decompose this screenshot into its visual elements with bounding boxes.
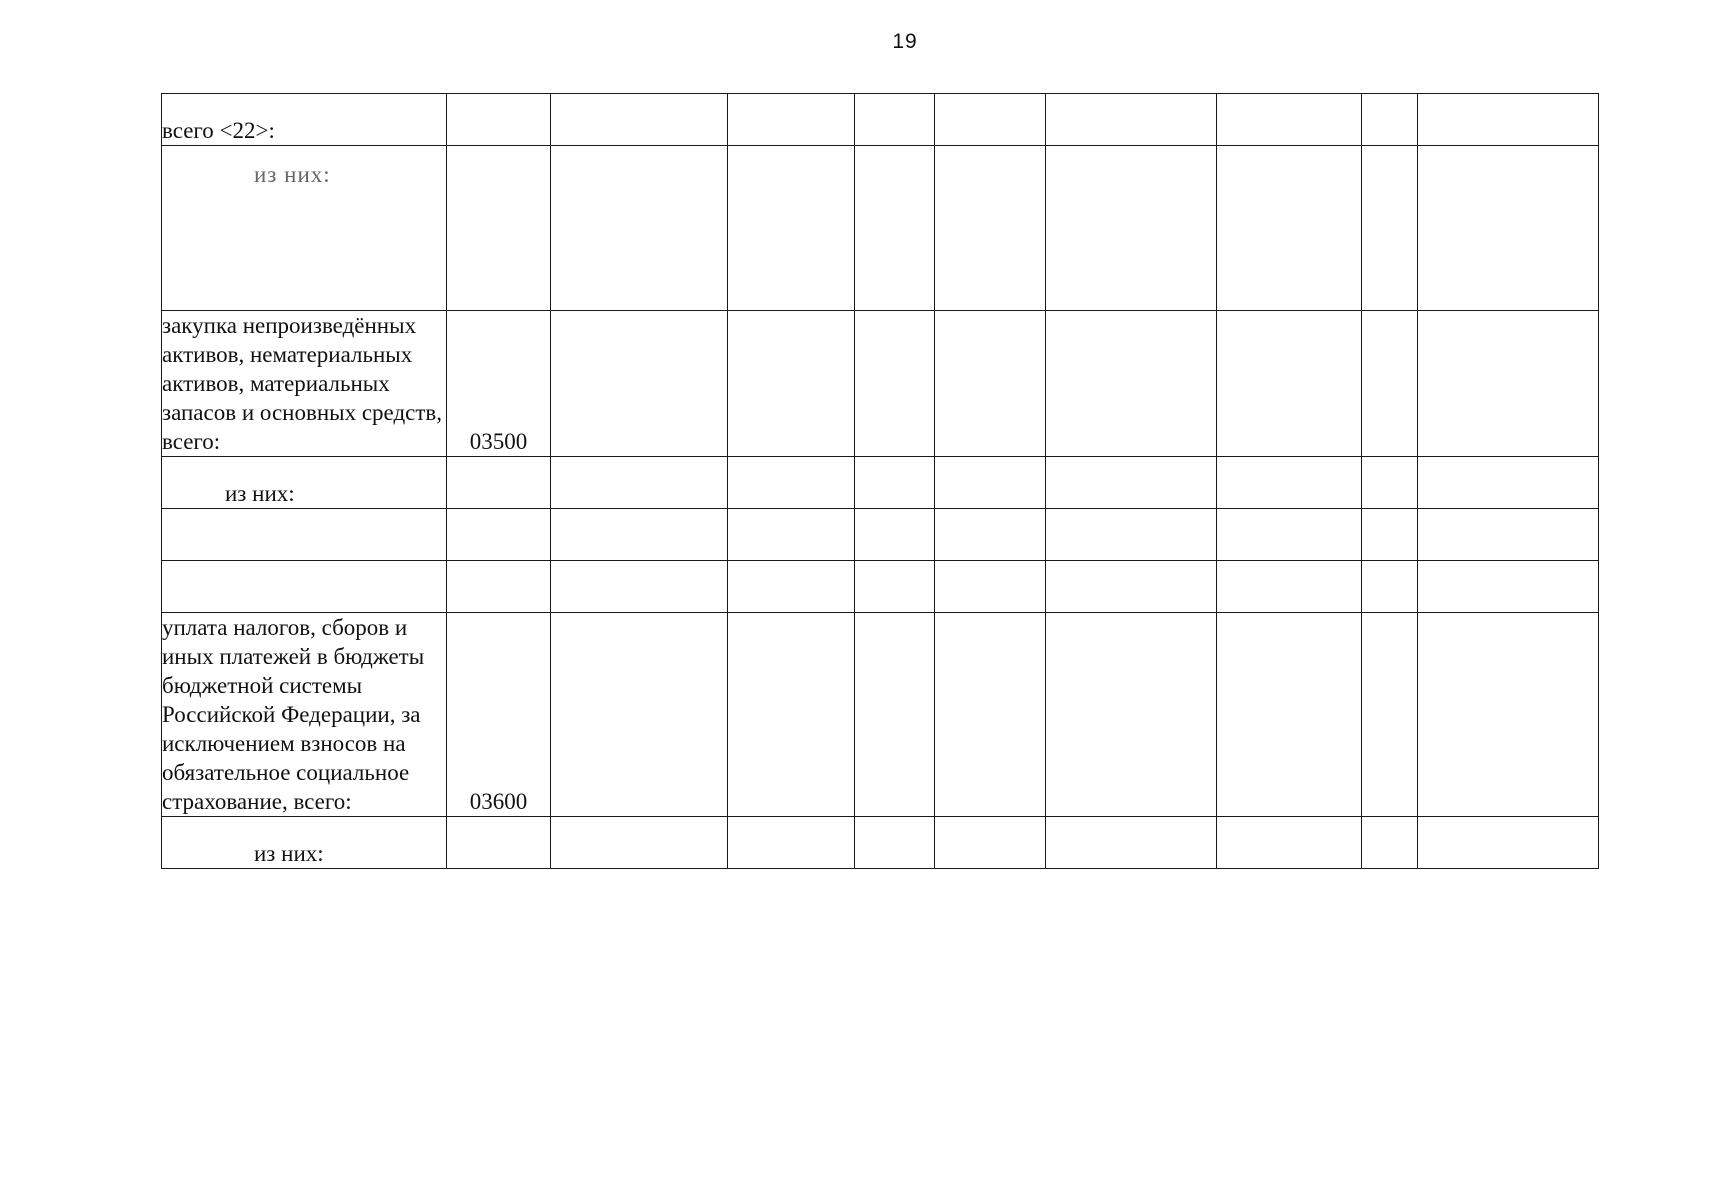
row-code [447,457,551,509]
table-cell [935,146,1046,311]
table-cell [551,311,728,457]
table-cell [1046,457,1217,509]
table-cell [855,311,935,457]
table-cell [1217,94,1362,146]
table-cell [1217,561,1362,613]
table-cell [855,613,935,817]
table-cell [1418,817,1599,869]
table-cell [1217,146,1362,311]
table-cell [935,509,1046,561]
table-cell [1362,311,1418,457]
table-cell [728,613,855,817]
table-cell [1217,457,1362,509]
table-row [162,817,1599,869]
table-cell [855,509,935,561]
table-cell [1046,561,1217,613]
row-label: уплата налогов, сборов и иных платежей в бюджеты бюджетной системы Российской Федерации, за исключением взносов на обязательное социальное страхование, всего: [162,613,447,817]
table-cell [728,94,855,146]
table-cell [728,457,855,509]
table-row [162,94,1599,146]
table-cell [728,561,855,613]
row-code: 03500 [447,311,551,457]
budget-form-table [161,93,1599,869]
row-label [162,561,447,613]
table-cell [1046,146,1217,311]
table-cell [728,311,855,457]
table-cell [1362,457,1418,509]
table-cell [935,94,1046,146]
table-cell [551,509,728,561]
row-label: из них: [162,817,447,869]
row-code [447,146,551,311]
table-cell [551,561,728,613]
table-cell [855,817,935,869]
page-number: 19 [892,30,918,53]
table-cell [1217,311,1362,457]
row-label: закупка непроизведённых активов, нематериальных активов, материальных запасов и основных средств, всего: [162,311,447,457]
table-cell [1362,94,1418,146]
table-cell [1418,457,1599,509]
table-cell [551,94,728,146]
table-cell [1217,817,1362,869]
table-cell [855,146,935,311]
table-cell [1046,509,1217,561]
row-code: 03600 [447,613,551,817]
table-cell [1362,146,1418,311]
row-code [447,509,551,561]
table-cell [1418,613,1599,817]
table-cell [1046,94,1217,146]
table-row [162,613,1599,817]
table-cell [1418,94,1599,146]
table-cell [1418,509,1599,561]
table-cell [1362,613,1418,817]
table-cell [1362,561,1418,613]
row-label: всего <22>: [162,94,447,146]
table-cell [935,561,1046,613]
table-cell [551,457,728,509]
row-label: из них: [162,457,447,509]
table-cell [1362,509,1418,561]
table-cell [1046,817,1217,869]
row-code [447,817,551,869]
table-cell [1418,561,1599,613]
row-code [447,561,551,613]
table-cell [1418,311,1599,457]
table-cell [855,457,935,509]
row-label: из них: [162,146,447,311]
table-cell [935,817,1046,869]
table-cell [728,509,855,561]
table-row [162,509,1599,561]
table-cell [1418,146,1599,311]
table-cell [935,311,1046,457]
table-cell [551,817,728,869]
table-cell [935,457,1046,509]
table-cell [855,94,935,146]
table-row [162,561,1599,613]
table-row [162,311,1599,457]
table-cell [935,613,1046,817]
table-cell [551,146,728,311]
table-cell [728,817,855,869]
row-code [447,94,551,146]
table-cell [1046,311,1217,457]
table-cell [1046,613,1217,817]
table-cell [728,146,855,311]
table-row [162,146,1599,311]
table-cell [1362,817,1418,869]
table-cell [1217,509,1362,561]
row-label [162,509,447,561]
table-cell [551,613,728,817]
table-cell [1217,613,1362,817]
table-cell [855,561,935,613]
table-row [162,457,1599,509]
